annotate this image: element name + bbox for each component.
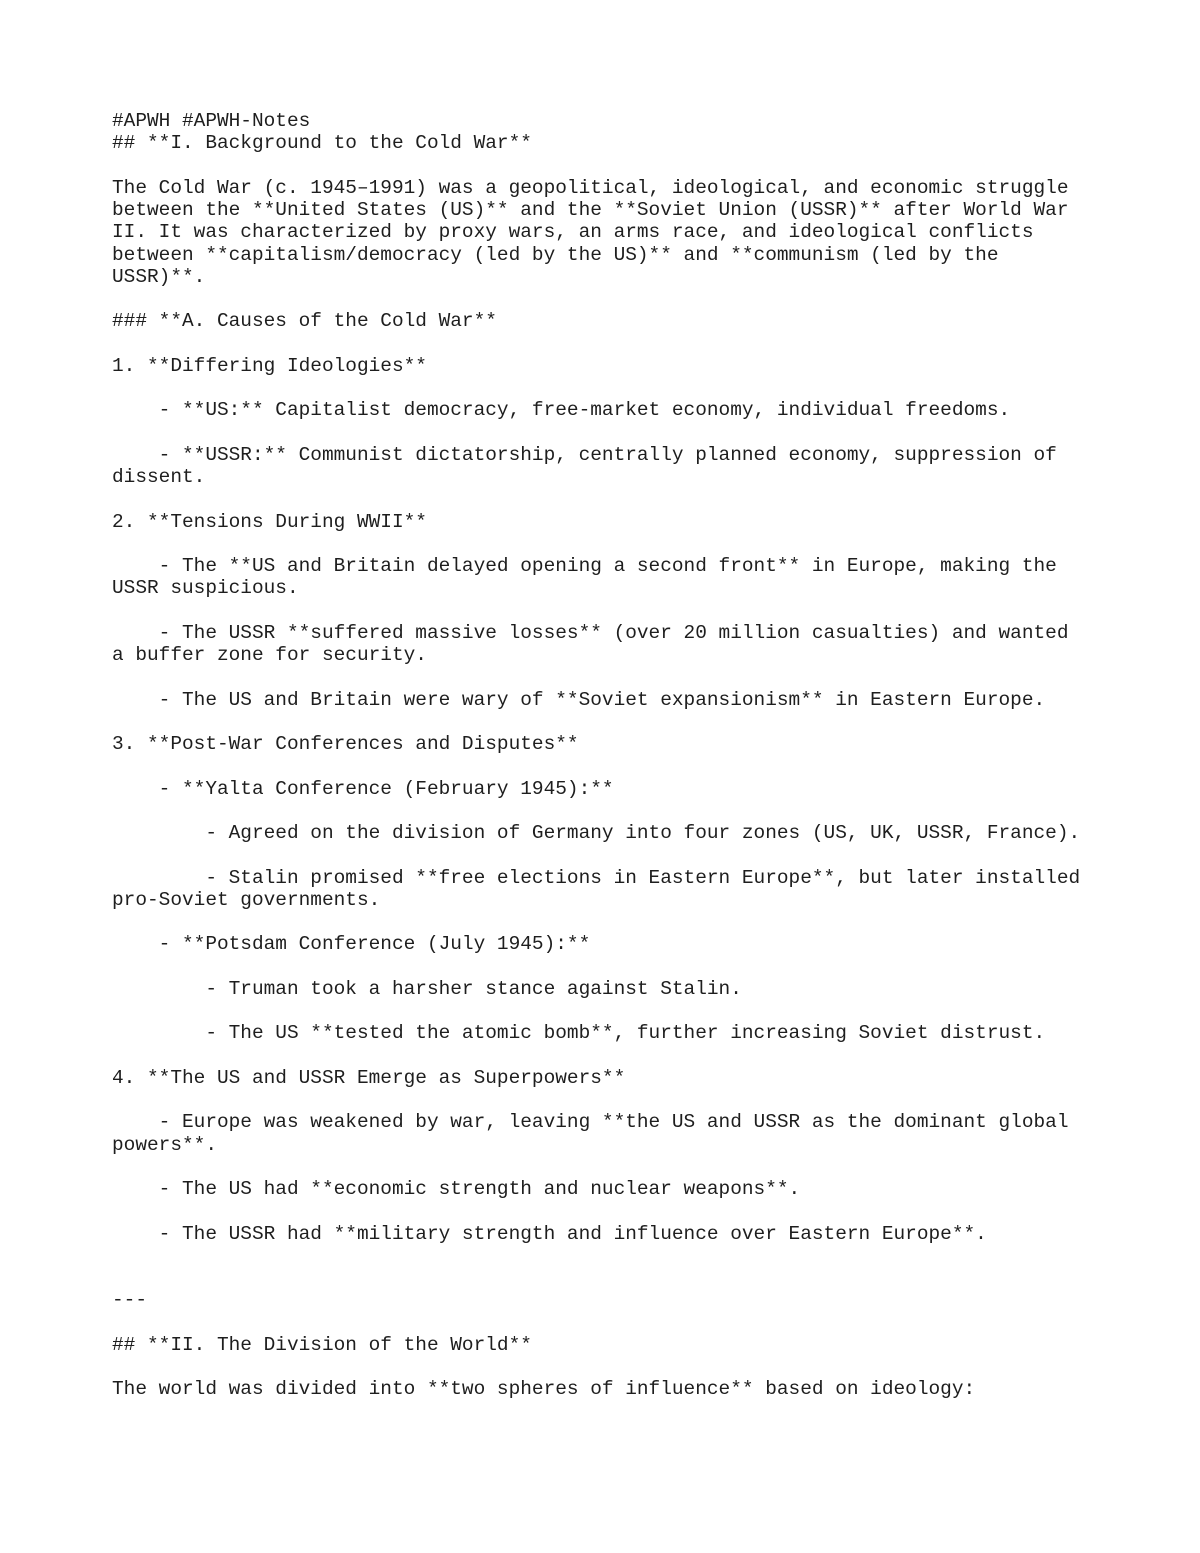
blank-line bbox=[112, 488, 1172, 510]
text-line: --- bbox=[112, 1289, 147, 1312]
bullet-line: - The US and Britain were wary of **Soviet expansionism** in Eastern Europe. bbox=[112, 688, 1046, 711]
heading-line: ### **A. Causes of the Cold War** bbox=[112, 310, 497, 333]
blank-line bbox=[112, 1089, 1172, 1111]
blank-line bbox=[112, 844, 1172, 866]
text-line: powers**. bbox=[112, 1133, 217, 1156]
heading-line: ## **II. The Division of the World** bbox=[112, 1333, 532, 1356]
blank-line bbox=[112, 600, 1172, 622]
blank-line bbox=[112, 711, 1172, 733]
text-line: The Cold War (c. 1945–1991) was a geopolitical, ideological, and economic struggle bbox=[112, 176, 1069, 199]
bullet-line: - The USSR **suffered massive losses** (over 20 million casualties) and wanted bbox=[112, 621, 1069, 644]
text-line: pro-Soviet governments. bbox=[112, 888, 381, 911]
bullet-line: - **US:** Capitalist democracy, free-market economy, individual freedoms. bbox=[112, 399, 1011, 422]
bullet-line: - **USSR:** Communist dictatorship, centrally planned economy, suppression of bbox=[112, 443, 1057, 466]
text-line: between the **United States (US)** and the **Soviet Union (USSR)** after World War bbox=[112, 199, 1069, 221]
text-line: USSR suspicious. bbox=[112, 577, 299, 600]
heading-line: #APWH #APWH-Notes bbox=[112, 110, 311, 132]
blank-line bbox=[112, 1000, 1172, 1022]
text-line: between **capitalism/democracy (led by the US)** and **communism (led by the bbox=[112, 243, 999, 266]
bullet-line: - Europe was weakened by war, leaving **the US and USSR as the dominant global bbox=[112, 1111, 1069, 1134]
bullet-line: - Agreed on the division of Germany into four zones (US, UK, USSR, France). bbox=[112, 822, 1081, 844]
text-line: 2. **Tensions During WWII** bbox=[112, 510, 427, 533]
bullet-line: - The USSR had **military strength and influence over Eastern Europe**. bbox=[112, 1222, 987, 1245]
bullet-line: - **Yalta Conference (February 1945):** bbox=[112, 777, 614, 800]
blank-line bbox=[112, 1156, 1172, 1178]
bullet-line: - **Potsdam Conference (July 1945):** bbox=[112, 933, 591, 956]
blank-line bbox=[112, 800, 1172, 822]
text-line: 4. **The US and USSR Emerge as Superpowers** bbox=[112, 1066, 626, 1089]
blank-line bbox=[112, 288, 1172, 310]
blank-line bbox=[112, 755, 1172, 777]
bullet-line: - Truman took a harsher stance against Stalin. bbox=[112, 977, 742, 1000]
blank-line bbox=[112, 1200, 1172, 1222]
blank-line bbox=[112, 666, 1172, 688]
blank-line bbox=[112, 377, 1172, 399]
blank-line bbox=[112, 1267, 1172, 1289]
blank-line bbox=[112, 155, 1172, 177]
blank-line bbox=[112, 911, 1172, 933]
text-line: The world was divided into **two spheres of influence** based on ideology: bbox=[112, 1378, 976, 1401]
text-line: USSR)**. bbox=[112, 265, 206, 288]
blank-line bbox=[112, 1045, 1172, 1067]
bullet-line: - The **US and Britain delayed opening a second front** in Europe, making the bbox=[112, 555, 1057, 577]
text-line: a buffer zone for security. bbox=[112, 644, 427, 666]
blank-line bbox=[112, 1356, 1172, 1378]
text-line: dissent. bbox=[112, 466, 206, 488]
text-line: II. It was characterized by proxy wars, an arms race, and ideological conflicts bbox=[112, 221, 1034, 244]
blank-line bbox=[112, 422, 1172, 444]
bullet-line: - The US **tested the atomic bomb**, further increasing Soviet distrust. bbox=[112, 1022, 1046, 1045]
blank-line bbox=[112, 333, 1172, 355]
blank-line bbox=[112, 533, 1172, 555]
blank-line bbox=[112, 956, 1172, 978]
text-line: 1. **Differing Ideologies** bbox=[112, 354, 427, 377]
document-page bbox=[112, 110, 1172, 1401]
blank-line bbox=[112, 1312, 1172, 1334]
bullet-line: - The US had **economic strength and nuclear weapons**. bbox=[112, 1178, 801, 1200]
bullet-line: - Stalin promised **free elections in Eastern Europe**, but later installed bbox=[112, 866, 1081, 889]
heading-line: ## **I. Background to the Cold War** bbox=[112, 132, 532, 155]
text-line: 3. **Post-War Conferences and Disputes** bbox=[112, 733, 579, 755]
blank-line bbox=[112, 1245, 1172, 1267]
